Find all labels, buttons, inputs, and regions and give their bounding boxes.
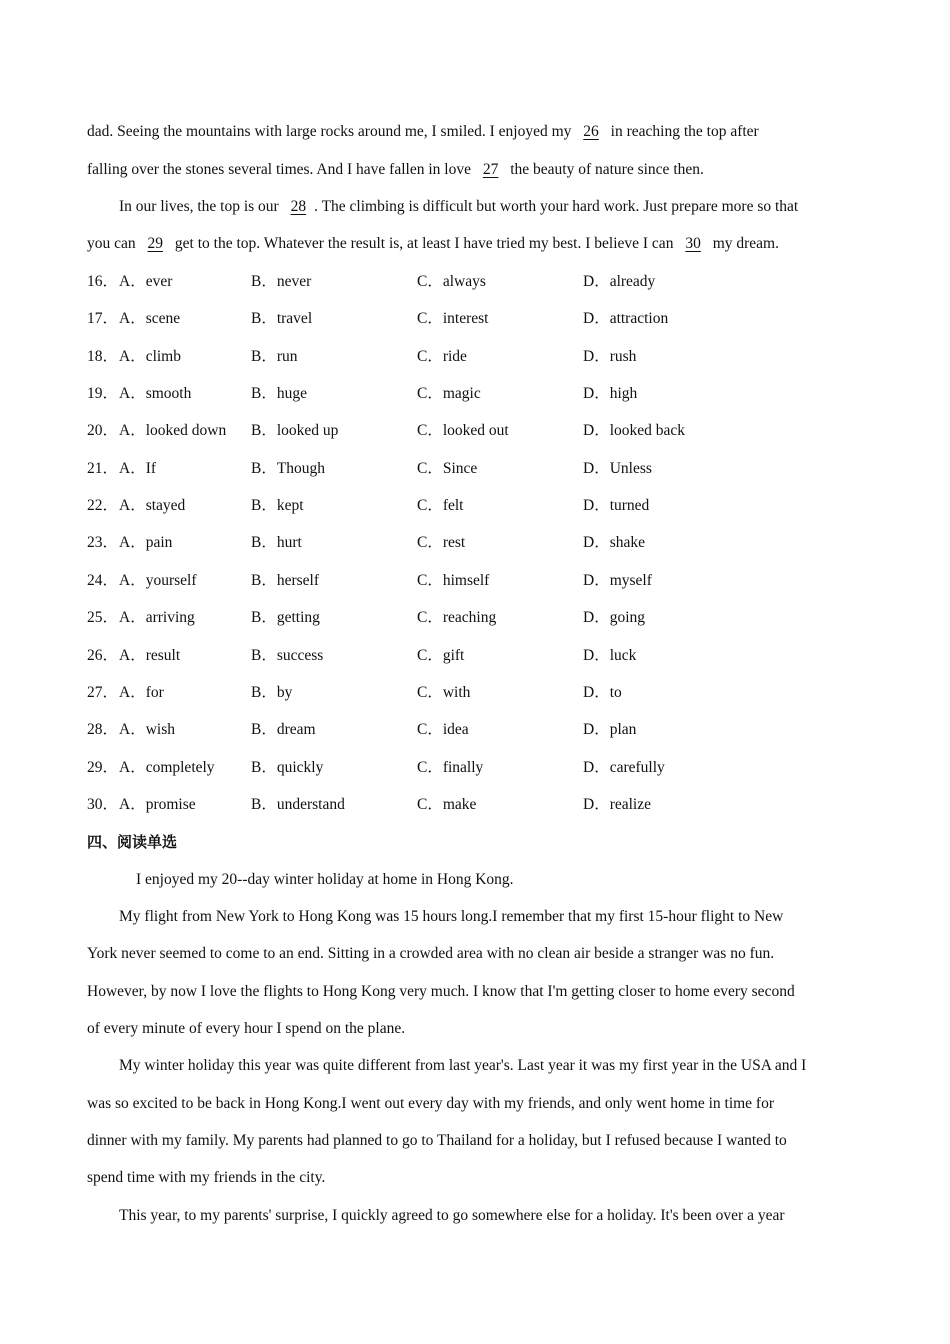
question-number: 27． (87, 684, 119, 701)
option-a: A．for (119, 684, 164, 701)
option-c: C．rest (417, 534, 466, 551)
option-d: D．luck (583, 647, 637, 664)
text-segment: . The climbing is difficult but worth your hard work. Just prepare more so that (314, 198, 799, 215)
option-d: D．already (583, 273, 656, 290)
reading-line: My winter holiday this year was quite different from last year's. Last year it was my first year in the USA and I (119, 1057, 807, 1074)
blank-28: 28 (290, 198, 307, 215)
text-segment: the beauty of nature since then. (506, 161, 704, 178)
option-b: B．looked up (251, 422, 339, 439)
question-row (87, 720, 847, 740)
reading-line: of every minute of every hour I spend on the plane. (87, 1020, 406, 1037)
option-d: D．turned (583, 497, 650, 514)
question-row (87, 496, 847, 516)
blank-26: 26 (583, 123, 599, 140)
option-c: C．finally (417, 759, 484, 776)
question-number: 20． (87, 422, 119, 439)
option-d: D．high (583, 385, 638, 402)
blank-29: 29 (147, 235, 164, 252)
option-c: C．interest (417, 310, 489, 327)
option-d: D．looked back (583, 422, 686, 439)
option-b: B．getting (251, 609, 320, 626)
option-d: D．to (583, 684, 622, 701)
option-a: A．completely (119, 759, 215, 776)
question-number: 17． (87, 310, 119, 327)
question-row (87, 571, 847, 591)
option-b: B．success (251, 647, 324, 664)
question-row (87, 421, 847, 441)
option-c: C．make (417, 796, 477, 813)
question-row (87, 533, 847, 553)
option-d: D．Unless (583, 460, 652, 477)
passage-line-2 (87, 160, 704, 180)
question-row (87, 347, 847, 367)
option-c: C．always (417, 273, 486, 290)
text-segment: dad. Seeing the mountains with large rocks around me, I smiled. I enjoyed my (87, 123, 576, 140)
option-a: A．wish (119, 721, 175, 738)
blank-27: 27 (482, 161, 499, 178)
option-d: D．shake (583, 534, 645, 551)
option-b: B．run (251, 348, 298, 365)
option-b: B．by (251, 684, 293, 701)
question-number: 22． (87, 497, 119, 514)
option-b: B．kept (251, 497, 304, 514)
question-row (87, 646, 847, 666)
option-b: B．Though (251, 460, 326, 477)
option-d: D．carefully (583, 759, 665, 776)
option-a: A．arriving (119, 609, 195, 626)
option-b: B．huge (251, 385, 307, 402)
option-c: C．gift (417, 647, 465, 664)
option-d: D．plan (583, 721, 637, 738)
question-number: 16． (87, 273, 119, 290)
option-b: B．travel (251, 310, 313, 327)
reading-line: York never seemed to come to an end. Sitting in a crowded area with no clean air beside a stranger was no fun. (87, 945, 775, 962)
text-segment: you can (87, 235, 140, 252)
question-row (87, 384, 847, 404)
question-number: 19． (87, 385, 119, 402)
option-a: A．result (119, 647, 181, 664)
text-segment: get to the top. Whatever the result is, at least I have tried my best. I believe I can (171, 235, 678, 252)
option-a: A．looked down (119, 422, 227, 439)
option-c: C．reaching (417, 609, 497, 626)
reading-line: was so excited to be back in Hong Kong.I went out every day with my friends, and only went home in time for (87, 1095, 775, 1112)
option-b: B．herself (251, 572, 320, 589)
text-segment: In our lives, the top is our (119, 198, 283, 215)
option-c: C．felt (417, 497, 464, 514)
reading-line: I enjoyed my 20--day winter holiday at home in Hong Kong. (136, 871, 514, 888)
question-row (87, 683, 847, 703)
reading-line: spend time with my friends in the city. (87, 1169, 326, 1186)
option-d: D．rush (583, 348, 637, 365)
text-segment: falling over the stones several times. And I have fallen in love (87, 161, 475, 178)
section-title: 四、阅读单选 (87, 833, 178, 851)
question-row (87, 758, 847, 778)
reading-line: My flight from New York to Hong Kong was 15 hours long.I remember that my first 15-hour flight to New (119, 908, 784, 925)
option-c: C．looked out (417, 422, 509, 439)
option-d: D．attraction (583, 310, 669, 327)
question-row (87, 795, 847, 815)
reading-line: However, by now I love the flights to Hong Kong very much. I know that I'm getting closer to home every second (87, 983, 795, 1000)
question-number: 23． (87, 534, 119, 551)
option-a: A．promise (119, 796, 196, 813)
text-segment: my dream. (708, 235, 779, 252)
option-a: A．If (119, 460, 157, 477)
option-c: C．ride (417, 348, 467, 365)
text-segment: in reaching the top after (606, 123, 759, 140)
option-a: A．stayed (119, 497, 186, 514)
option-a: A．ever (119, 273, 173, 290)
option-b: B．never (251, 273, 312, 290)
question-row (87, 608, 847, 628)
option-c: C．idea (417, 721, 469, 738)
question-number: 21． (87, 460, 119, 477)
option-c: C．with (417, 684, 471, 701)
option-a: A．yourself (119, 572, 197, 589)
option-c: C．himself (417, 572, 490, 589)
passage-line-4 (87, 234, 779, 254)
blank-30: 30 (685, 235, 701, 252)
question-number: 29． (87, 759, 119, 776)
question-number: 25． (87, 609, 119, 626)
option-a: A．climb (119, 348, 181, 365)
reading-line: This year, to my parents' surprise, I quickly agreed to go somewhere else for a holiday. It's been over a year (119, 1207, 785, 1224)
option-b: B．quickly (251, 759, 324, 776)
option-a: A．scene (119, 310, 181, 327)
option-b: B．hurt (251, 534, 302, 551)
passage-line-1 (87, 122, 759, 142)
option-a: A．smooth (119, 385, 192, 402)
option-d: D．going (583, 609, 646, 626)
option-a: A．pain (119, 534, 173, 551)
option-c: C．Since (417, 460, 478, 477)
question-row (87, 459, 847, 479)
question-number: 18． (87, 348, 119, 365)
question-number: 28． (87, 721, 119, 738)
option-d: D．myself (583, 572, 652, 589)
option-b: B．understand (251, 796, 345, 813)
question-number: 26． (87, 647, 119, 664)
question-row (87, 309, 847, 329)
reading-line: dinner with my family. My parents had planned to go to Thailand for a holiday, but I refused because I wanted to (87, 1132, 787, 1149)
question-row (87, 272, 847, 292)
option-d: D．realize (583, 796, 651, 813)
question-number: 30． (87, 796, 119, 813)
passage-line-3 (119, 197, 798, 217)
option-b: B．dream (251, 721, 316, 738)
question-number: 24． (87, 572, 119, 589)
option-c: C．magic (417, 385, 481, 402)
